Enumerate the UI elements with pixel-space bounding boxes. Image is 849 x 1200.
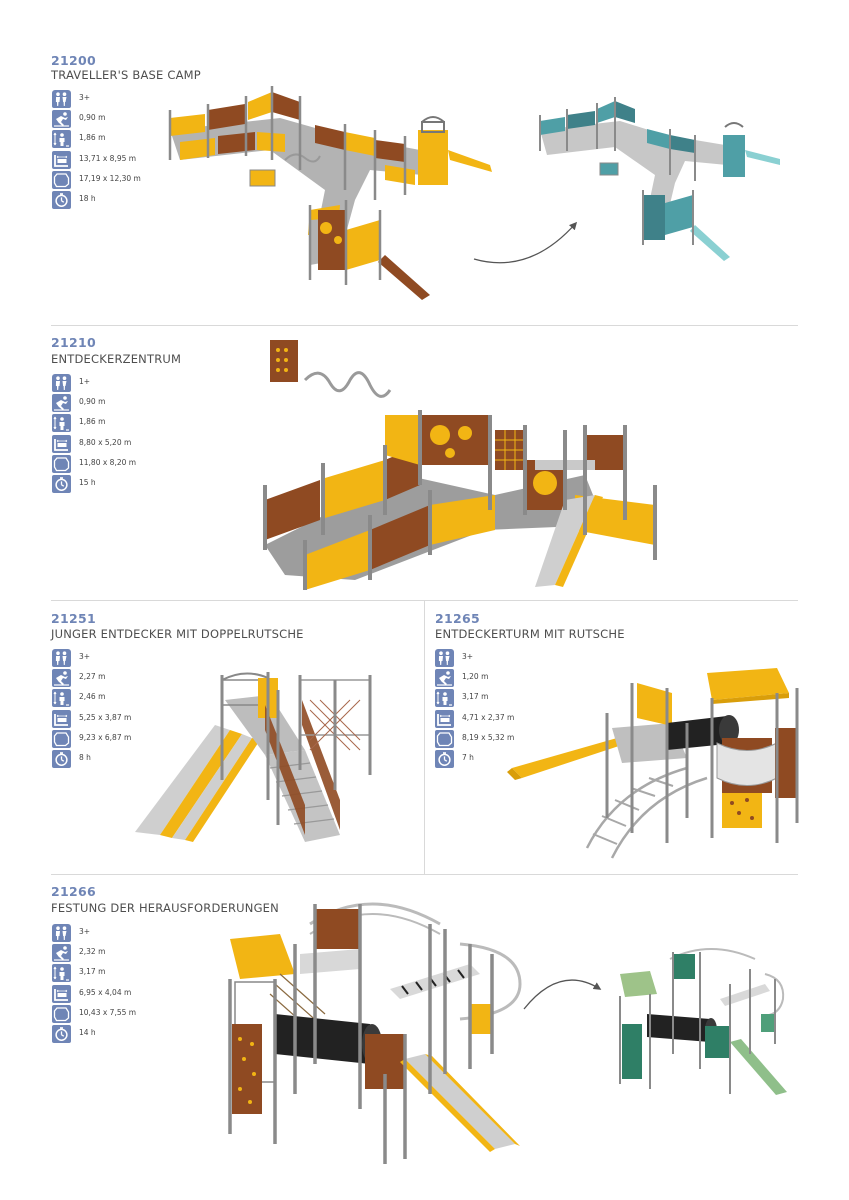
spec-value: 13,71 x 8,95 m	[79, 153, 137, 163]
spec-value: 1+	[79, 377, 91, 386]
installation-time-icon	[435, 750, 454, 768]
free-height-icon	[52, 414, 71, 432]
product-21265	[425, 600, 849, 874]
installation-time-icon	[52, 191, 71, 209]
product-name: FESTUNG DER HERAUSFORDERUNGEN	[51, 901, 279, 915]
spec-value: 3+	[79, 652, 91, 661]
playground-illustration	[160, 80, 500, 310]
playground-illustration	[220, 894, 530, 1179]
spec-value: 5,25 x 3,87 m	[79, 712, 132, 722]
product-name: TRAVELLER'S BASE CAMP	[51, 68, 201, 82]
dimensions-icon	[52, 710, 71, 728]
spec-value: 3+	[79, 93, 91, 102]
dimensions-icon	[52, 151, 71, 169]
spec-value: 4,71 x 2,37 m	[462, 712, 515, 722]
safety-area-icon	[52, 730, 71, 748]
spec-value: 1,86 m	[79, 417, 106, 427]
spec-value: 3+	[462, 652, 474, 661]
product-code: 21210	[51, 335, 96, 350]
spec-value: 17,19 x 12,30 m	[79, 173, 141, 183]
spec-value: 1,86 m	[79, 133, 106, 143]
age-icon	[52, 90, 71, 108]
product-code: 21200	[51, 53, 96, 68]
playground-variant-illustration	[615, 944, 790, 1099]
spec-value: 8 h	[79, 752, 91, 762]
spec-value: 2,27 m	[79, 672, 106, 682]
safety-area-icon	[435, 730, 454, 748]
product-code: 21265	[435, 611, 480, 626]
spec-value: 3,17 m	[79, 967, 106, 977]
product-code: 21266	[51, 884, 96, 899]
variant-arrow	[520, 969, 605, 1014]
free-height-icon	[52, 964, 71, 982]
spec-value: 2,46 m	[79, 692, 106, 702]
installation-time-icon	[52, 750, 71, 768]
safety-area-icon	[52, 1005, 71, 1023]
product-name: JUNGER ENTDECKER MIT DOPPELRUTSCHE	[51, 627, 304, 641]
product-name: ENTDECKERZENTRUM	[51, 352, 182, 366]
safety-area-icon	[52, 455, 71, 473]
playground-variant-illustration	[535, 95, 785, 270]
playground-illustration	[507, 668, 832, 863]
product-21251	[0, 600, 424, 874]
spec-value: 10,43 x 7,55 m	[79, 1007, 137, 1017]
fall-height-icon	[52, 669, 71, 687]
installation-time-icon	[52, 1025, 71, 1043]
dimensions-icon	[52, 985, 71, 1003]
spec-value: 0,90 m	[79, 397, 106, 407]
fall-height-icon	[52, 394, 71, 412]
product-code: 21251	[51, 611, 96, 626]
playground-illustration	[130, 660, 390, 845]
spec-value: 9,23 x 6,87 m	[79, 732, 132, 742]
fall-height-icon	[52, 944, 71, 962]
spec-value: 1,20 m	[462, 672, 489, 682]
spec-value: 14 h	[79, 1027, 96, 1037]
age-icon	[52, 649, 71, 667]
age-icon	[52, 924, 71, 942]
age-icon	[435, 649, 454, 667]
dimensions-icon	[435, 710, 454, 728]
spec-value: 0,90 m	[79, 113, 106, 123]
safety-area-icon	[52, 171, 71, 189]
fall-height-icon	[435, 669, 454, 687]
product-21210	[0, 325, 849, 600]
spec-value: 7 h	[462, 752, 474, 762]
free-height-icon	[52, 689, 71, 707]
product-21200	[0, 0, 849, 325]
product-21266	[0, 874, 849, 1200]
free-height-icon	[435, 689, 454, 707]
age-icon	[52, 374, 71, 392]
dimensions-icon	[52, 435, 71, 453]
playground-illustration	[245, 335, 685, 590]
spec-value: 18 h	[79, 193, 96, 203]
spec-value: 3+	[79, 927, 91, 936]
product-name: ENTDECKERTURM MIT RUTSCHE	[435, 627, 625, 641]
spec-value: 2,32 m	[79, 947, 106, 957]
spec-value: 11,80 x 8,20 m	[79, 457, 137, 467]
free-height-icon	[52, 130, 71, 148]
spec-value: 6,95 x 4,04 m	[79, 987, 132, 997]
installation-time-icon	[52, 475, 71, 493]
fall-height-icon	[52, 110, 71, 128]
spec-value: 15 h	[79, 477, 96, 487]
spec-value: 3,17 m	[462, 692, 489, 702]
spec-value: 8,80 x 5,20 m	[79, 437, 132, 447]
spec-value: 8,19 x 5,32 m	[462, 732, 515, 742]
